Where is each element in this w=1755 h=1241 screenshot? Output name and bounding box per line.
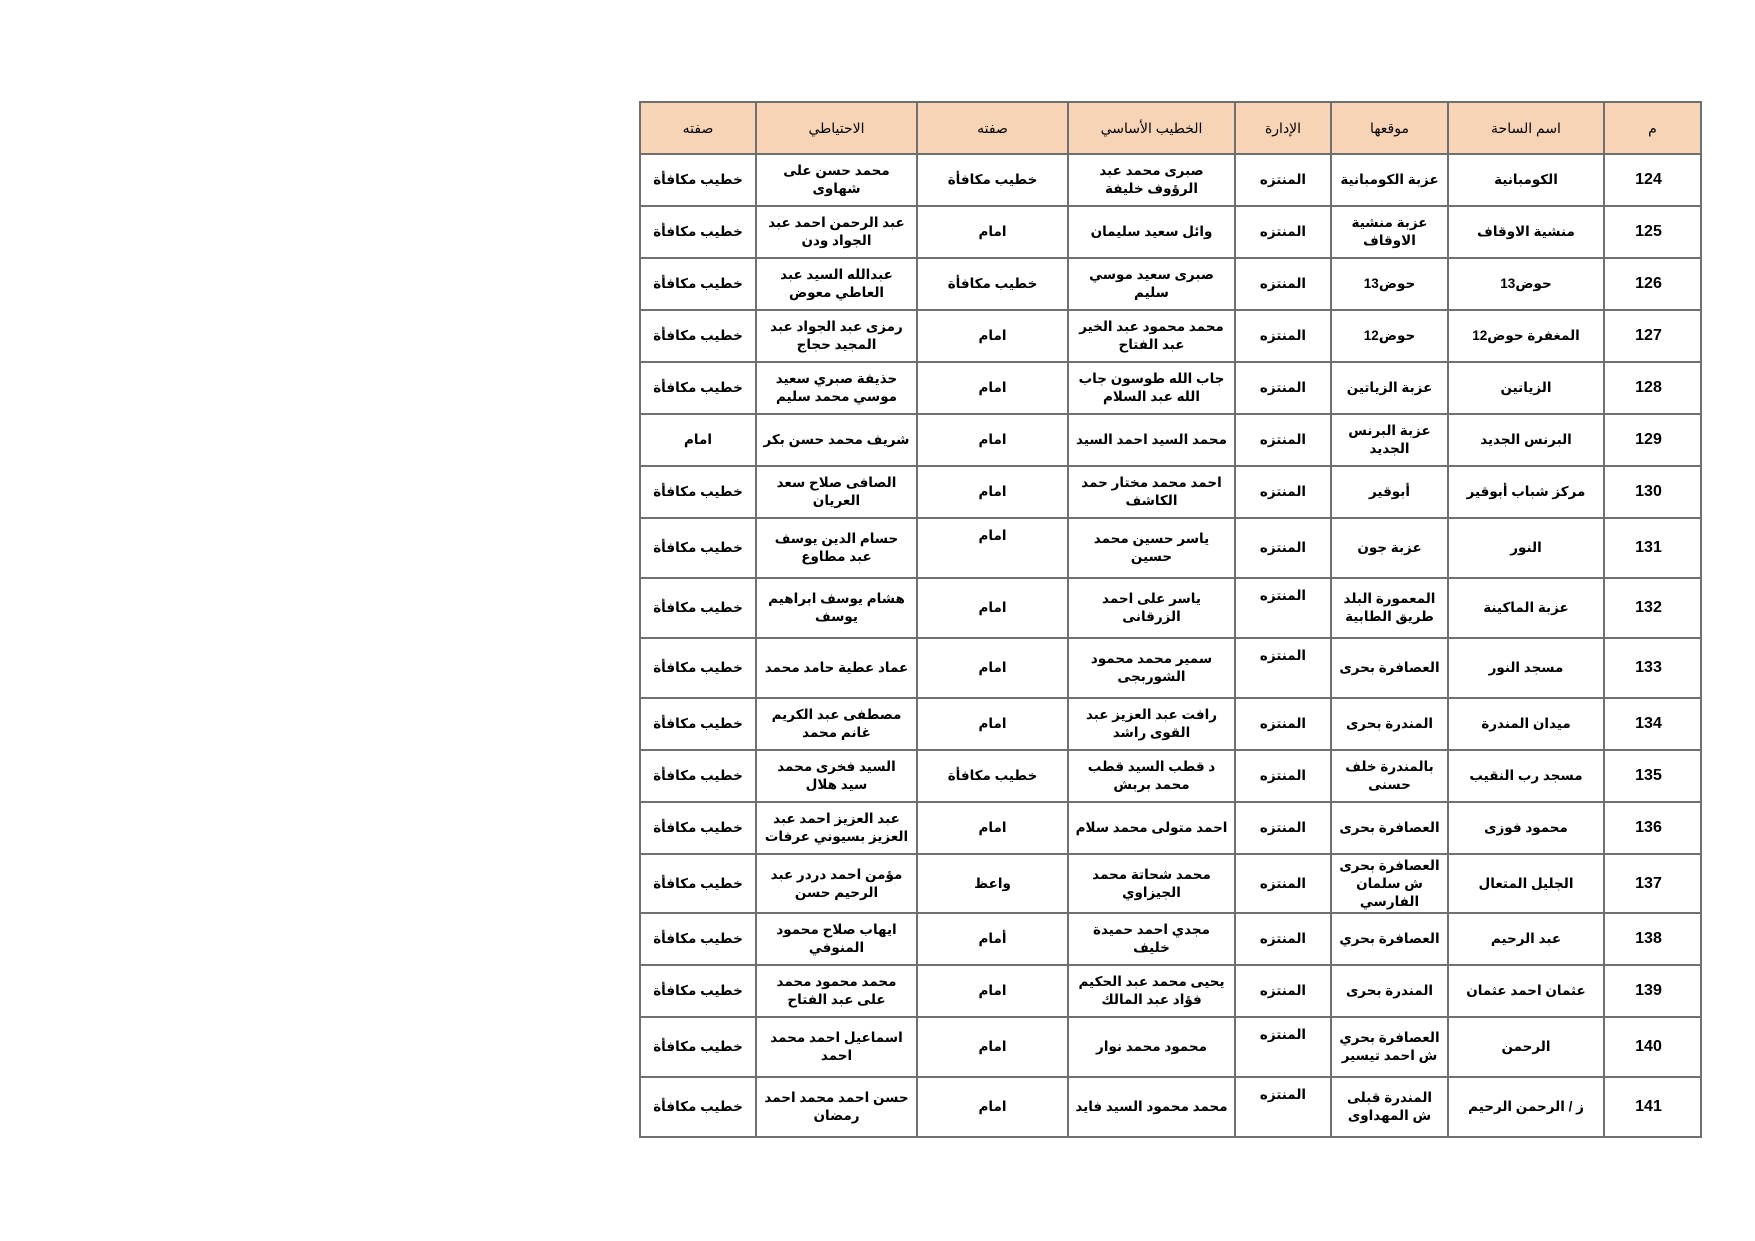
cell-location: العصافرة بحرى xyxy=(1331,638,1448,698)
cell-square-name: مركز شباب أبوقير xyxy=(1448,466,1604,518)
cell-reserve-preacher: هشام يوسف ابراهيم يوسف xyxy=(756,578,917,638)
cell-square-name: الرحمن xyxy=(1448,1017,1604,1077)
cell-location: المندرة قبلى ش المهداوى xyxy=(1331,1077,1448,1137)
cell-no: 139 xyxy=(1604,965,1701,1017)
cell-reserve-role: خطيب مكافأة xyxy=(640,206,756,258)
cell-square-name: مسجد النور xyxy=(1448,638,1604,698)
cell-main-role: امام xyxy=(917,1077,1068,1137)
cell-location: عزبة الزياتين xyxy=(1331,362,1448,414)
cell-location: العصافرة بحري xyxy=(1331,913,1448,965)
cell-main-role: امام xyxy=(917,518,1068,578)
table-row xyxy=(640,750,1701,802)
cell-location: عزبة جون xyxy=(1331,518,1448,578)
cell-main-preacher: محمد محمود عبد الخير عبد الفتاح xyxy=(1068,310,1235,362)
cell-reserve-preacher: عبد العزيز احمد عبد العزيز بسيوني عرفات xyxy=(756,802,917,854)
cell-administration: المنتزه xyxy=(1235,258,1331,310)
cell-square-name: النور xyxy=(1448,518,1604,578)
cell-administration: المنتزه xyxy=(1235,414,1331,466)
cell-location: العصافرة بحري ش احمد تيسير xyxy=(1331,1017,1448,1077)
preachers-roster-table xyxy=(639,101,1702,1138)
table-row xyxy=(640,965,1701,1017)
cell-reserve-preacher: اسماعيل احمد محمد احمد xyxy=(756,1017,917,1077)
table-body xyxy=(640,154,1701,1137)
cell-no: 125 xyxy=(1604,206,1701,258)
cell-administration: المنتزه xyxy=(1235,362,1331,414)
cell-no: 129 xyxy=(1604,414,1701,466)
cell-main-role: امام xyxy=(917,698,1068,750)
cell-main-role: خطيب مكافأة xyxy=(917,154,1068,206)
cell-main-role: امام xyxy=(917,206,1068,258)
table-row xyxy=(640,1077,1701,1137)
cell-square-name: عزبة الماكينة xyxy=(1448,578,1604,638)
cell-square-name: عبد الرحيم xyxy=(1448,913,1604,965)
cell-main-role: خطيب مكافأة xyxy=(917,258,1068,310)
cell-reserve-role: امام xyxy=(640,414,756,466)
cell-no: 126 xyxy=(1604,258,1701,310)
cell-reserve-preacher: عماد عطية حامد محمد xyxy=(756,638,917,698)
cell-no: 130 xyxy=(1604,466,1701,518)
cell-no: 133 xyxy=(1604,638,1701,698)
table-row xyxy=(640,578,1701,638)
cell-location: عزبة منشية الاوقاف xyxy=(1331,206,1448,258)
cell-reserve-role: خطيب مكافأة xyxy=(640,913,756,965)
cell-no: 132 xyxy=(1604,578,1701,638)
cell-administration: المنتزه xyxy=(1235,854,1331,913)
cell-no: 140 xyxy=(1604,1017,1701,1077)
cell-location: العصافرة بحرى xyxy=(1331,802,1448,854)
cell-square-name: ميدان المندرة xyxy=(1448,698,1604,750)
cell-main-preacher: د قطب السيد قطب محمد بربش xyxy=(1068,750,1235,802)
cell-reserve-role: خطيب مكافأة xyxy=(640,1077,756,1137)
cell-square-name: منشية الاوقاف xyxy=(1448,206,1604,258)
cell-main-role: امام xyxy=(917,362,1068,414)
cell-main-preacher: يحيى محمد عبد الحكيم فؤاد عبد المالك xyxy=(1068,965,1235,1017)
cell-location: أبوقير xyxy=(1331,466,1448,518)
cell-square-name: الجليل المتعال xyxy=(1448,854,1604,913)
cell-main-preacher: صبرى محمد عبد الرؤوف خليفة xyxy=(1068,154,1235,206)
header-no: م xyxy=(1604,102,1701,154)
table-row xyxy=(640,854,1701,913)
cell-main-role: امام xyxy=(917,1017,1068,1077)
cell-square-name: الزياتين xyxy=(1448,362,1604,414)
cell-reserve-role: خطيب مكافأة xyxy=(640,466,756,518)
cell-reserve-role: خطيب مكافأة xyxy=(640,638,756,698)
cell-main-role: امام xyxy=(917,578,1068,638)
cell-reserve-preacher: حسن احمد محمد احمد رمضان xyxy=(756,1077,917,1137)
cell-main-preacher: ياسر على احمد الزرقانى xyxy=(1068,578,1235,638)
cell-square-name: عثمان احمد عثمان xyxy=(1448,965,1604,1017)
cell-reserve-preacher: حذيفة صبري سعيد موسي محمد سليم xyxy=(756,362,917,414)
cell-reserve-preacher: مؤمن احمد دردر عبد الرحيم حسن xyxy=(756,854,917,913)
cell-square-name: المغفرة حوض12 xyxy=(1448,310,1604,362)
cell-reserve-preacher: عبدالله السيد عبد العاطي معوض xyxy=(756,258,917,310)
table-row xyxy=(640,638,1701,698)
table-row xyxy=(640,154,1701,206)
cell-square-name: حوض13 xyxy=(1448,258,1604,310)
cell-no: 135 xyxy=(1604,750,1701,802)
cell-location: بالمندرة خلف حسنى xyxy=(1331,750,1448,802)
cell-square-name: محمود فوزى xyxy=(1448,802,1604,854)
cell-location: المندرة بحرى xyxy=(1331,698,1448,750)
cell-reserve-preacher: مصطفى عبد الكريم غانم محمد xyxy=(756,698,917,750)
cell-main-preacher: محمد محمود السيد فايد xyxy=(1068,1077,1235,1137)
cell-main-role: واعظ xyxy=(917,854,1068,913)
cell-reserve-role: خطيب مكافأة xyxy=(640,154,756,206)
cell-reserve-role: خطيب مكافأة xyxy=(640,965,756,1017)
cell-administration: المنتزه xyxy=(1235,206,1331,258)
table-row xyxy=(640,698,1701,750)
cell-main-preacher: جاب الله طوسون جاب الله عبد السلام xyxy=(1068,362,1235,414)
cell-main-role: أمام xyxy=(917,913,1068,965)
cell-main-role: امام xyxy=(917,414,1068,466)
table-row xyxy=(640,310,1701,362)
cell-location: المعمورة البلد طريق الطابية xyxy=(1331,578,1448,638)
table-row xyxy=(640,206,1701,258)
table-row xyxy=(640,466,1701,518)
cell-main-preacher: ياسر حسين محمد حسين xyxy=(1068,518,1235,578)
cell-administration: المنتزه xyxy=(1235,1077,1331,1137)
cell-main-preacher: محمد شحاتة محمد الجيزاوي xyxy=(1068,854,1235,913)
header-square-name: اسم الساحة xyxy=(1448,102,1604,154)
cell-main-role: امام xyxy=(917,310,1068,362)
header-location: موقعها xyxy=(1331,102,1448,154)
cell-main-preacher: احمد محمد مختار حمد الكاشف xyxy=(1068,466,1235,518)
cell-no: 131 xyxy=(1604,518,1701,578)
cell-reserve-role: خطيب مكافأة xyxy=(640,1017,756,1077)
cell-reserve-role: خطيب مكافأة xyxy=(640,362,756,414)
cell-administration: المنتزه xyxy=(1235,1017,1331,1077)
cell-reserve-preacher: محمد حسن على شهاوى xyxy=(756,154,917,206)
cell-square-name: الكومبانية xyxy=(1448,154,1604,206)
cell-administration: المنتزه xyxy=(1235,638,1331,698)
cell-main-preacher: وائل سعيد سليمان xyxy=(1068,206,1235,258)
cell-no: 128 xyxy=(1604,362,1701,414)
cell-no: 134 xyxy=(1604,698,1701,750)
cell-reserve-role: خطيب مكافأة xyxy=(640,310,756,362)
cell-location: حوض12 xyxy=(1331,310,1448,362)
cell-reserve-role: خطيب مكافأة xyxy=(640,258,756,310)
cell-main-preacher: احمد متولى محمد سلام xyxy=(1068,802,1235,854)
table-row xyxy=(640,258,1701,310)
table-row xyxy=(640,518,1701,578)
cell-square-name: مسجد رب النقيب xyxy=(1448,750,1604,802)
header-main-role: صفته xyxy=(917,102,1068,154)
cell-square-name: ز / الرحمن الرحيم xyxy=(1448,1077,1604,1137)
cell-square-name: البرنس الجديد xyxy=(1448,414,1604,466)
cell-main-preacher: سمير محمد محمود الشوربجى xyxy=(1068,638,1235,698)
cell-location: المندرة بحرى xyxy=(1331,965,1448,1017)
cell-main-preacher: محمود محمد نوار xyxy=(1068,1017,1235,1077)
cell-no: 127 xyxy=(1604,310,1701,362)
cell-administration: المنتزه xyxy=(1235,698,1331,750)
cell-reserve-role: خطيب مكافأة xyxy=(640,698,756,750)
cell-reserve-role: خطيب مكافأة xyxy=(640,854,756,913)
cell-no: 136 xyxy=(1604,802,1701,854)
cell-reserve-role: خطيب مكافأة xyxy=(640,802,756,854)
cell-administration: المنتزه xyxy=(1235,802,1331,854)
table-row xyxy=(640,802,1701,854)
cell-administration: المنتزه xyxy=(1235,965,1331,1017)
cell-reserve-preacher: شريف محمد حسن بكر xyxy=(756,414,917,466)
cell-reserve-role: خطيب مكافأة xyxy=(640,578,756,638)
cell-no: 138 xyxy=(1604,913,1701,965)
cell-main-preacher: رافت عبد العزيز عبد القوى راشد xyxy=(1068,698,1235,750)
cell-no: 141 xyxy=(1604,1077,1701,1137)
cell-no: 137 xyxy=(1604,854,1701,913)
cell-reserve-preacher: السيد فخرى محمد سيد هلال xyxy=(756,750,917,802)
header-administration: الإدارة xyxy=(1235,102,1331,154)
header-reserve-role: صفته xyxy=(640,102,756,154)
cell-main-role: امام xyxy=(917,802,1068,854)
cell-administration: المنتزه xyxy=(1235,578,1331,638)
cell-location: العصافرة بحرى ش سلمان الفارسي xyxy=(1331,854,1448,913)
table-row xyxy=(640,913,1701,965)
cell-reserve-preacher: عبد الرحمن احمد عبد الجواد ودن xyxy=(756,206,917,258)
table-header-row xyxy=(640,102,1701,154)
cell-main-role: خطيب مكافأة xyxy=(917,750,1068,802)
cell-administration: المنتزه xyxy=(1235,913,1331,965)
table-row xyxy=(640,362,1701,414)
cell-reserve-role: خطيب مكافأة xyxy=(640,750,756,802)
cell-administration: المنتزه xyxy=(1235,466,1331,518)
header-main-preacher: الخطيب الأساسي xyxy=(1068,102,1235,154)
cell-reserve-preacher: حسام الدين يوسف عبد مطاوع xyxy=(756,518,917,578)
table-row xyxy=(640,1017,1701,1077)
cell-administration: المنتزه xyxy=(1235,518,1331,578)
cell-main-role: امام xyxy=(917,965,1068,1017)
cell-location: حوض13 xyxy=(1331,258,1448,310)
cell-administration: المنتزه xyxy=(1235,750,1331,802)
cell-main-role: امام xyxy=(917,638,1068,698)
cell-no: 124 xyxy=(1604,154,1701,206)
cell-location: عزبة الكومبانية xyxy=(1331,154,1448,206)
cell-administration: المنتزه xyxy=(1235,154,1331,206)
cell-main-preacher: محمد السيد احمد السيد xyxy=(1068,414,1235,466)
cell-reserve-role: خطيب مكافأة xyxy=(640,518,756,578)
cell-reserve-preacher: رمزى عبد الجواد عبد المجيد حجاج xyxy=(756,310,917,362)
cell-main-preacher: مجدي احمد حميدة خليف xyxy=(1068,913,1235,965)
table-row xyxy=(640,414,1701,466)
cell-main-preacher: صبرى سعيد موسي سليم xyxy=(1068,258,1235,310)
cell-administration: المنتزه xyxy=(1235,310,1331,362)
cell-reserve-preacher: ايهاب صلاح محمود المنوفي xyxy=(756,913,917,965)
cell-reserve-preacher: الصافى صلاح سعد العريان xyxy=(756,466,917,518)
header-reserve-preacher: الاحتياطي xyxy=(756,102,917,154)
cell-main-role: امام xyxy=(917,466,1068,518)
cell-reserve-preacher: محمد محمود محمد على عبد الفتاح xyxy=(756,965,917,1017)
cell-location: عزبة البرنس الجديد xyxy=(1331,414,1448,466)
